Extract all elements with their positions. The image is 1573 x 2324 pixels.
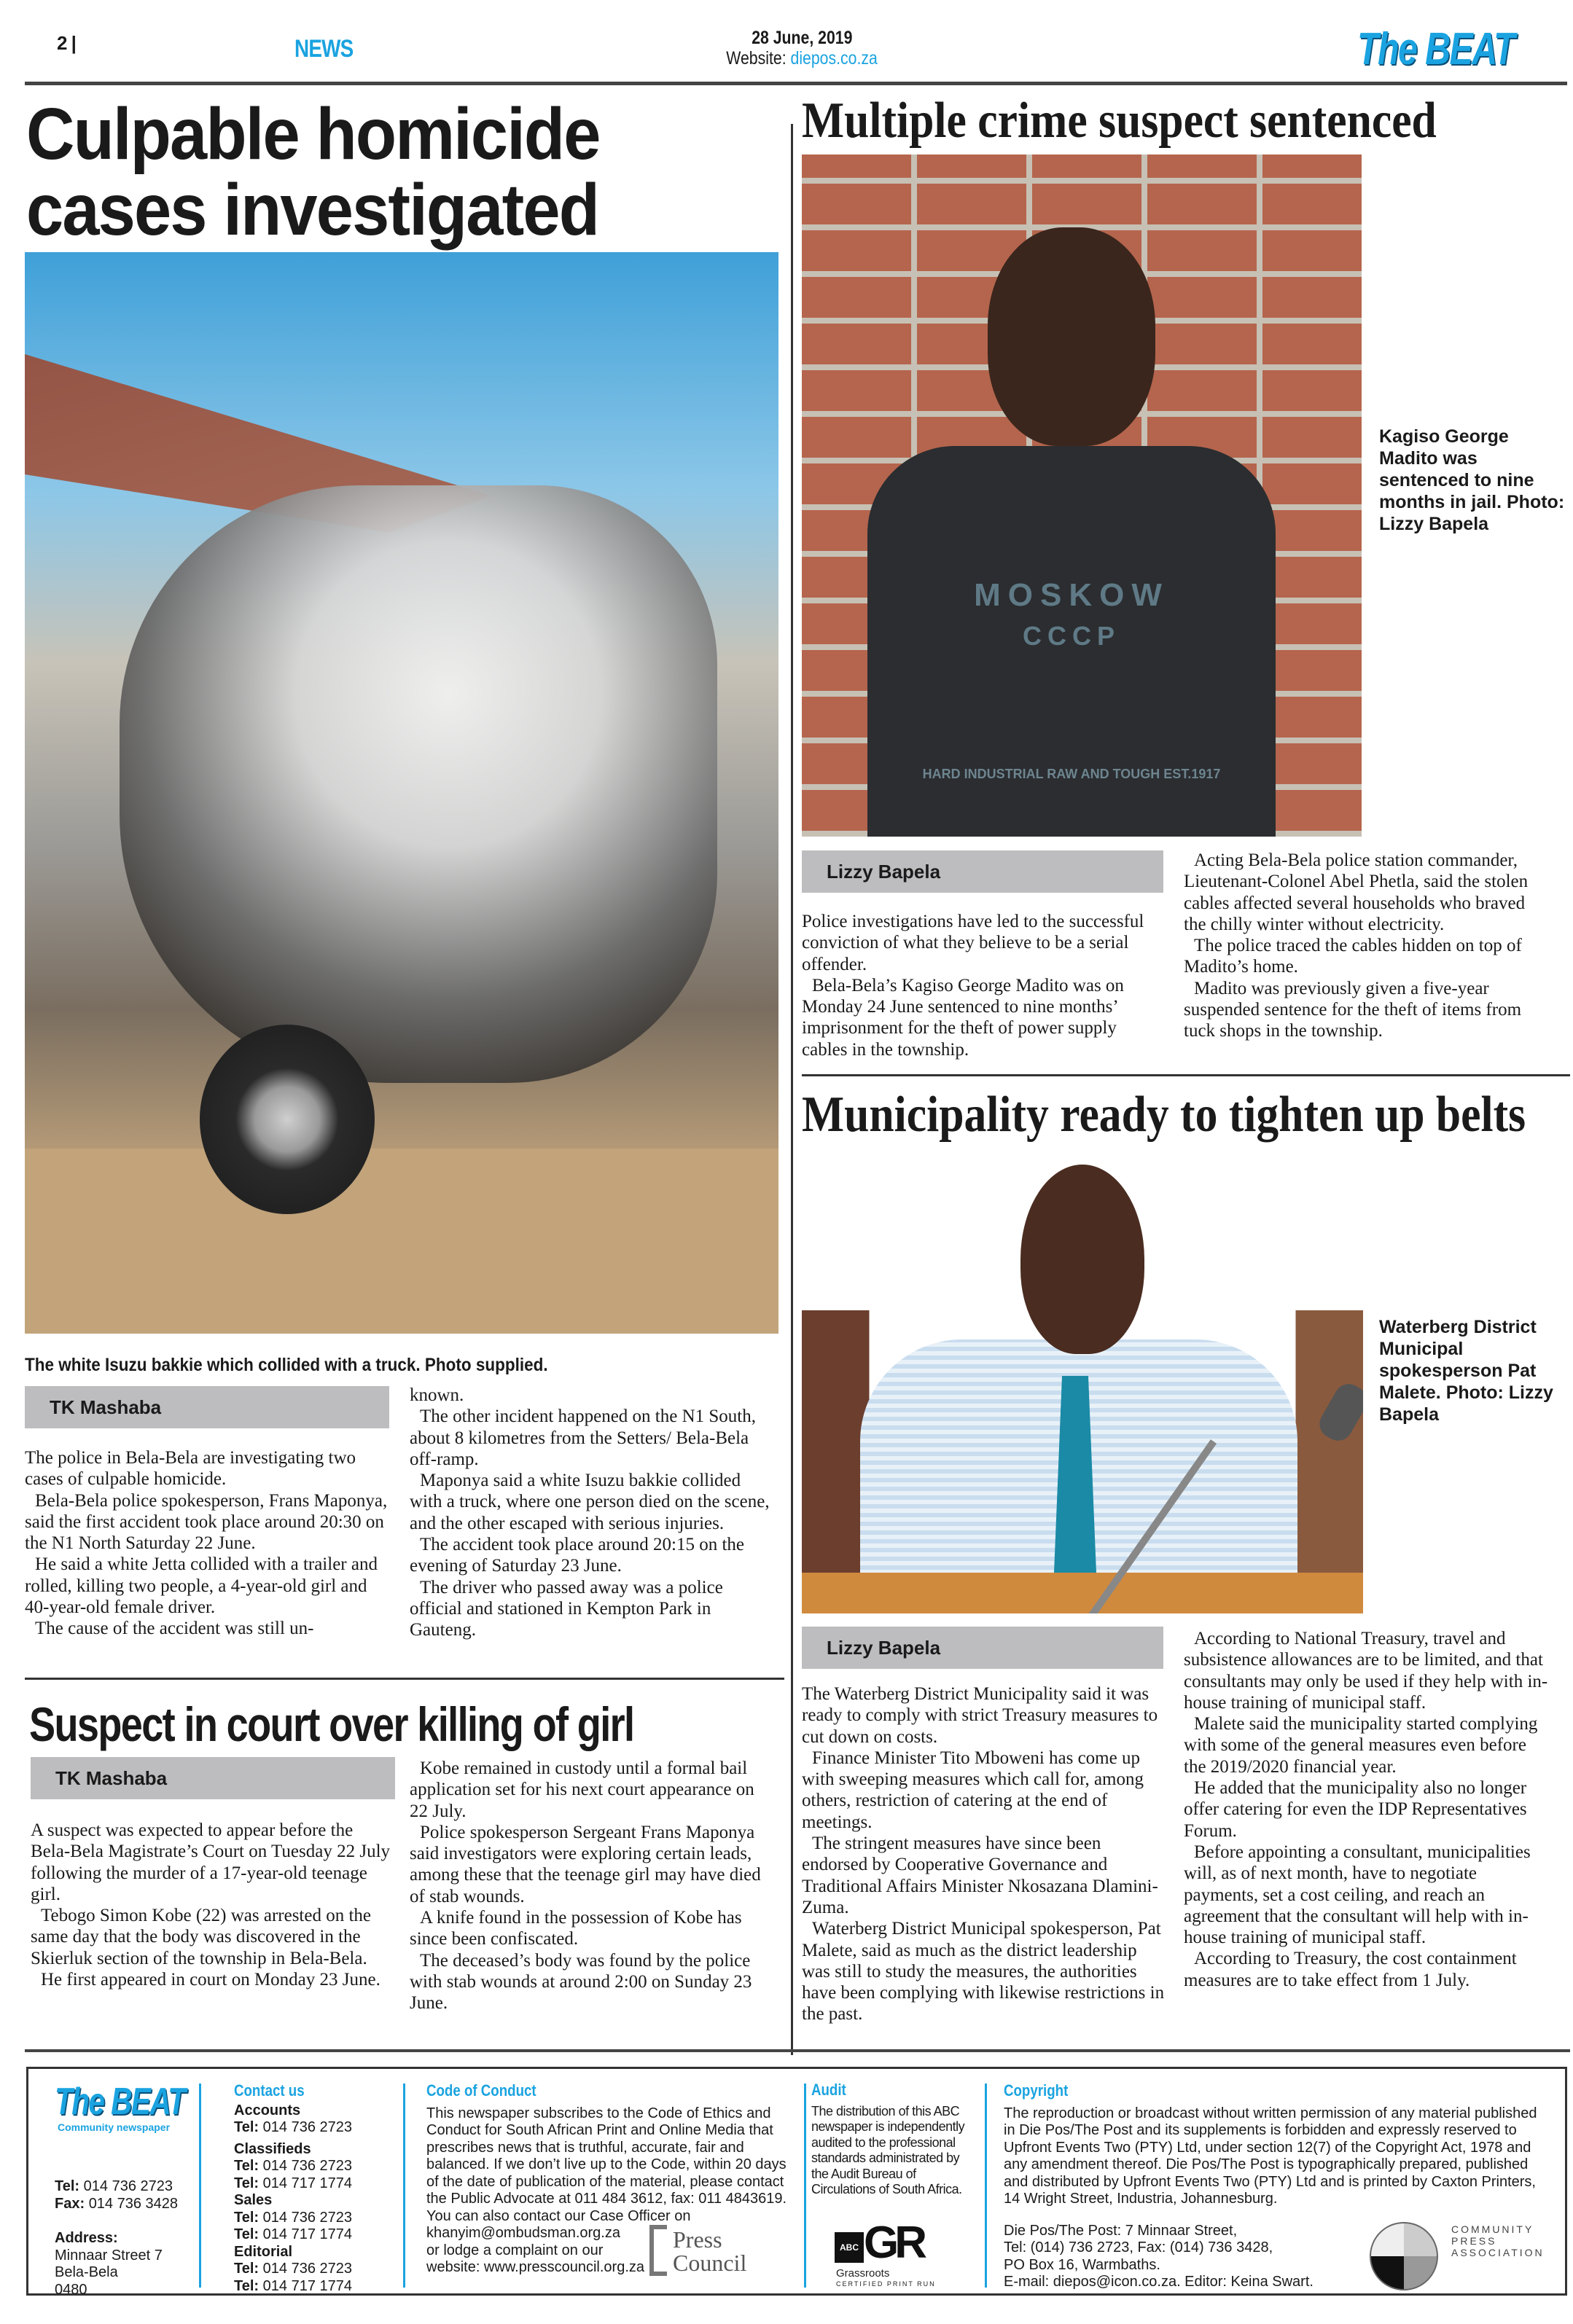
website-label: Website: — [726, 48, 786, 69]
photo-suspect-madito[interactable] — [802, 154, 1362, 837]
article-body-culpable-col1 — [25, 1447, 389, 1640]
paragraph: Tebogo Simon Kobe (22) was arrested on the same day that the body was discovered in the Skierluk section of the township in Bela-Bela. — [31, 1906, 372, 1968]
article-separator — [802, 1074, 1570, 1076]
photo-caption-crash: The white Isuzu bakkie which collided with a truck. Photo supplied. — [25, 1355, 548, 1375]
paragraph: Finance Minister Tito Mboweni has come up with sweeping measures which call for, among others, restriction of catering at the end of meetings. — [802, 1748, 1144, 1832]
website-link[interactable]: diepos.co.za — [790, 48, 878, 69]
issue-date: 28 June, 2019 — [751, 28, 853, 48]
footer-tagline: Community newspaper — [58, 2121, 171, 2133]
press-council-logo: Press Council — [649, 2225, 781, 2276]
headline-suspect-in-court[interactable]: Suspect in court over killing of girl — [29, 1697, 634, 1751]
contact-group-editorial: Editorial — [234, 2243, 293, 2260]
audit-text: The distribution of this ABC newspaper is independently audited to the professional standards administrated by the Audit Bureau of Circulations of South Africa. — [811, 2103, 965, 2196]
phone-number[interactable]: 014 736 2723 — [83, 2178, 173, 2194]
article-body-suspect-col1 — [31, 1820, 395, 1990]
lodge-complaint-text: or lodge a complaint on our — [426, 2242, 604, 2258]
press-council-website[interactable]: website: www.presscouncil.org.za — [426, 2259, 645, 2275]
photo-head — [1020, 1165, 1144, 1354]
paragraph: known. — [410, 1385, 464, 1405]
article-body-culpable-col2 — [410, 1385, 774, 1641]
paragraph: He said a white Jetta collided with a trailer and rolled, killing two people, a 4-year-old girl and 40-year-old female driver. — [25, 1554, 378, 1618]
address-label: Address: — [55, 2230, 118, 2246]
byline-suspect-court: TK Mashaba — [31, 1757, 395, 1799]
column-divider — [791, 124, 793, 2055]
paragraph: Before appointing a consultant, municipalities will, as of next month, have to negotiate payments, set a cost ceiling, and reach an agreement that the consultant will help with in-house training of municipal staff. — [1184, 1842, 1531, 1948]
paragraph: Madito was previously given a five-year suspended sentence for the theft of items from tuck shops in the township. — [1184, 978, 1522, 1041]
article-body-municipality-col2 — [1184, 1628, 1548, 1991]
paragraph: Police investigations have led to the successful conviction of what they believe to be a serial offender. — [802, 912, 1144, 974]
footer-separator — [403, 2084, 405, 2288]
phone-number[interactable]: 014 736 2723 — [262, 2261, 352, 2277]
publisher-pobox: PO Box 16, Warmbaths. — [1004, 2256, 1160, 2273]
abc-icon: ABC — [835, 2232, 864, 2263]
article-body-multiple-col2 — [1184, 850, 1548, 1042]
footer-brand-column — [55, 2082, 230, 2298]
phone-number[interactable]: 014 717 1774 — [262, 2226, 352, 2242]
code-of-conduct-text: This newspaper subscribes to the Code of Ethics and Conduct for South African Print and Online Media that prescribes news that is truthful, accurate, fair and balanced. If we don’t live up to the Code, within 20 days of the date of publication of the material, please contact the Public Advocate at 011 484 3612, fax: 011 4843619. You can also contact our Case Officer on — [426, 2105, 787, 2224]
photo-shirt-text: CCCP — [1022, 621, 1120, 651]
page-number: 2 | — [57, 32, 76, 54]
paragraph: A suspect was expected to appear before the Bela-Bela Magistrate’s Court on Tuesday 22 July following the murder of a 17-year-old teenage girl. — [31, 1820, 391, 1904]
article-body-municipality-col1 — [802, 1683, 1166, 2025]
footer-contact-column: Contact us Accounts Tel: 014 736 2723 Classifieds Tel: 014 736 2723 Tel: 014 717 1774 Sales Tel: 014 736 2723 Tel: 014 717 1774 Editorial Tel: 014 736 2723 Tel: 014 717 1774 — [234, 2082, 409, 2295]
paragraph: Maponya said a white Isuzu bakkie collided with a truck, where one person died on the scene, and the other escaped with serious injuries. — [410, 1471, 770, 1533]
paragraph: He first appeared in court on Monday 23 June. — [41, 1970, 380, 1990]
photo-shirt-text: MOSKOW — [974, 577, 1169, 613]
audit-heading: Audit — [811, 2081, 846, 2099]
headline-multiple-crime[interactable]: Multiple crime suspect sentenced — [802, 93, 1437, 149]
footer-logo[interactable]: The BEAT — [55, 2081, 185, 2123]
paragraph: The police in Bela-Bela are investigating two cases of culpable homicide. — [25, 1448, 356, 1490]
paragraph: The deceased’s body was found by the police with stab wounds at around 2:00 on Sunday 23 June. — [410, 1950, 752, 2014]
paragraph: According to Treasury, the cost containment measures are to take effect from 1 July. — [1184, 1949, 1517, 1990]
address-line: 0480 — [55, 2281, 87, 2298]
paragraph: According to National Treasury, travel and subsistence allowances are to be limited, and that consultants may only be used if they help with in-house training of municipal staff. — [1184, 1629, 1548, 1713]
cpa-emblem-icon — [1370, 2222, 1438, 2290]
photo-wrecked-car — [120, 485, 717, 1083]
fax-number: 014 736 3428 — [88, 2195, 179, 2212]
footer-fax: Fax: 014 736 3428 — [55, 2195, 179, 2212]
abc-grassroots-logo: ABC GR Grassroots CERTIFIED PRINT RUN — [836, 2218, 936, 2288]
photo-caption-suspect: Kagiso George Madito was sentenced to nine months in jail. Photo: Lizzy Bapela — [1379, 426, 1565, 534]
publisher-address: Die Pos/The Post: 7 Minnaar Street, — [1004, 2222, 1238, 2239]
paragraph: A knife found in the possession of Kobe has since been confiscated. — [410, 1908, 742, 1949]
article-body-multiple-col1 — [802, 911, 1166, 1060]
paragraph: The cause of the accident was still un- — [35, 1619, 314, 1639]
footer-tel: Tel: 014 736 2723 — [55, 2178, 173, 2194]
phone-number[interactable]: 014 736 2723 — [262, 2119, 352, 2135]
photo-ground — [25, 1149, 778, 1334]
address-line: Bela-Bela — [55, 2264, 118, 2280]
headline-culpable-homicide[interactable]: Culpable homicide cases investigated — [26, 93, 600, 251]
paragraph: The other incident happened on the N1 South, about 8 kilometres from the Setters/ Bela-Bela off-ramp. — [410, 1406, 756, 1469]
paragraph: The Waterberg District Municipality said it was ready to comply with strict Treasury measures to cut down on costs. — [802, 1684, 1158, 1747]
phone-number[interactable]: 014 736 2723 — [262, 2209, 352, 2226]
paragraph: Police spokesperson Sergeant Frans Maponya said investigators were exploring certain leads, among these that the teenage girl may have died of stab wounds. — [410, 1822, 761, 1906]
paragraph: Malete said the municipality started complying with some of the general measures even before the 2019/2020 financial year. — [1184, 1714, 1538, 1777]
paragraph: Bela-Bela police spokesperson, Frans Maponya, said the first accident took place around 20:30 on the N1 North Saturday 22 June. — [25, 1490, 388, 1554]
paragraph: The stringent measures have since been endorsed by Cooperative Governance and Traditional Affairs Minister Nkosazana Dlamini-Zuma. — [802, 1834, 1158, 1917]
paragraph: The police traced the cables hidden on top of Madito’s home. — [1184, 936, 1522, 977]
phone-number[interactable]: 014 717 1774 — [262, 2175, 352, 2191]
byline-culpable: TK Mashaba — [25, 1386, 389, 1428]
photo-wheel — [200, 1025, 375, 1214]
contact-heading: Contact us — [234, 2081, 305, 2100]
footer-separator — [985, 2084, 987, 2288]
article-separator — [25, 1678, 784, 1680]
case-officer-email[interactable]: khanyim@ombudsman.org.za — [426, 2225, 620, 2241]
footer-info-box — [26, 2067, 1567, 2296]
community-press-association-logo: COMMUNITY PRESS ASSOCIATION — [1370, 2222, 1545, 2292]
copyright-text: The reproduction or broadcast without written permission of any material published in Die Pos/The Post and its supplements is forbidden and expressly reserved to Upfront Events Two (PTY) Ltd, under section 12(7) of the Copyright Act, 1978 and any amendment thereof. Die Pos/The Post is typographically prepared, published and distributed by Upfront Events Two (PTY) Ltd and is printed by Caxton Printers, 14 Wright Street, Industria, Johannesburg. — [1004, 2105, 1537, 2207]
publisher-email[interactable]: E-mail: diepos@icon.co.za. Editor: Keina Swart. — [1004, 2274, 1314, 2290]
paragraph: Acting Bela-Bela police station commander, Lieutenant-Colonel Abel Phetla, said the stolen cables affected several households who braved the chilly winter without electricity. — [1184, 850, 1529, 934]
paragraph: Kobe remained in custody until a formal bail application set for his next court appearance on 22 July. — [410, 1758, 754, 1821]
section-label[interactable]: NEWS — [294, 35, 354, 63]
photo-caption-official: Waterberg District Municipal spokesperson Pat Malete. Photo: Lizzy Bapela — [1379, 1317, 1553, 1425]
paragraph: The driver who passed away was a police official and stationed in Kempton Park in Gauteng. — [410, 1577, 723, 1640]
code-of-conduct-heading: Code of Conduct — [426, 2081, 536, 2100]
dateline — [656, 28, 948, 68]
publisher-phone: Tel: (014) 736 2723, Fax: (014) 736 3428, — [1004, 2239, 1273, 2255]
photo-head — [988, 227, 1155, 446]
footer-separator — [804, 2084, 806, 2288]
article-body-suspect-col2 — [410, 1758, 774, 2014]
photo-table — [802, 1573, 1363, 1613]
paragraph: He added that the municipality also no longer offer catering for even the IDP Representatives Forum. — [1184, 1778, 1527, 1841]
contact-group-classifieds: Classifieds — [234, 2140, 311, 2157]
paragraph: Bela-Bela’s Kagiso George Madito was on Monday 24 June sentenced to nine months’ imprisonment for the theft of power supply cables in the township. — [802, 975, 1124, 1060]
photo-crashed-bakkie[interactable] — [25, 252, 778, 1334]
address-line: Minnaar Street 7 — [55, 2247, 163, 2264]
masthead-rule — [25, 82, 1567, 85]
paragraph: The accident took place around 20:15 on the evening of Saturday 23 June. — [410, 1535, 744, 1576]
headline-municipality[interactable]: Municipality ready to tighten up belts — [802, 1087, 1526, 1143]
brand-logo[interactable]: The BEAT — [1357, 24, 1514, 74]
footer-audit-column — [811, 2082, 972, 2198]
photo-shirt-text: HARD INDUSTRIAL RAW AND TOUGH EST.1917 — [922, 767, 1221, 781]
website-line — [726, 49, 878, 68]
contact-group-sales: Sales — [234, 2192, 273, 2208]
phone-number[interactable]: 014 717 1774 — [262, 2277, 352, 2294]
footer-separator — [199, 2084, 201, 2288]
paragraph: Waterberg District Municipal spokesperson, Pat Malete, said as much as the district leadership was still to study the measures, the authorities have been complying with likewise restrictions in the past. — [802, 1919, 1165, 2024]
footer-top-rule — [25, 2049, 1570, 2052]
contact-group-accounts: Accounts — [234, 2102, 301, 2118]
byline-multiple-crime: Lizzy Bapela — [802, 850, 1163, 893]
photo-pat-malete[interactable] — [802, 1165, 1363, 1613]
copyright-heading: Copyright — [1004, 2081, 1069, 2100]
byline-municipality: Lizzy Bapela — [802, 1627, 1163, 1669]
gr-icon: GR — [864, 2218, 923, 2268]
press-council-mark-icon — [649, 2225, 667, 2276]
phone-number[interactable]: 014 736 2723 — [262, 2158, 352, 2174]
